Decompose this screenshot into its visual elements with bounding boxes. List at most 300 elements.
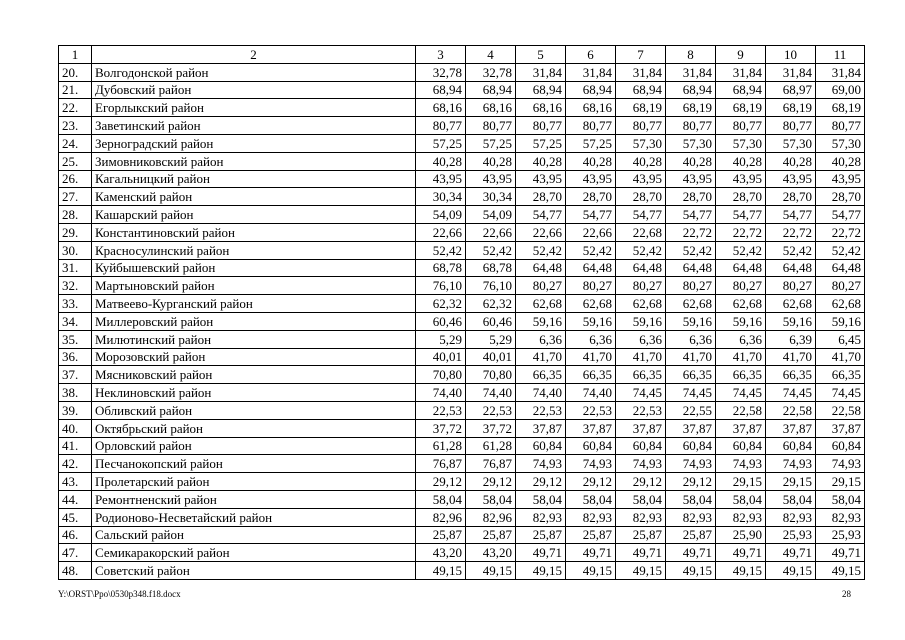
value-cell: 74,40 [416, 384, 466, 402]
value-cell: 49,71 [666, 544, 716, 562]
value-cell: 74,93 [516, 455, 566, 473]
district-name: Волгодонской район [92, 63, 416, 81]
table-row [59, 259, 865, 277]
value-cell: 68,94 [716, 81, 766, 99]
value-cell: 28,70 [616, 188, 666, 206]
value-cell: 37,87 [616, 419, 666, 437]
value-cell: 29,12 [466, 473, 516, 491]
row-number: 43. [59, 473, 92, 491]
footer-file-path: Y:\ORST\Ppo\0530p348.f18.docx [58, 589, 181, 599]
value-cell: 52,42 [816, 241, 865, 259]
value-cell: 22,66 [416, 223, 466, 241]
value-cell: 25,87 [466, 526, 516, 544]
table-row [59, 188, 865, 206]
value-cell: 64,48 [516, 259, 566, 277]
column-header: 1 [59, 46, 92, 64]
value-cell: 54,77 [666, 206, 716, 224]
value-cell: 58,04 [466, 490, 516, 508]
value-cell: 58,04 [766, 490, 816, 508]
value-cell: 62,68 [516, 295, 566, 313]
value-cell: 28,70 [716, 188, 766, 206]
district-name: Орловский район [92, 437, 416, 455]
row-number: 32. [59, 277, 92, 295]
row-number: 34. [59, 312, 92, 330]
value-cell: 60,84 [616, 437, 666, 455]
value-cell: 49,15 [566, 562, 616, 580]
value-cell: 59,16 [666, 312, 716, 330]
value-cell: 54,77 [516, 206, 566, 224]
value-cell: 74,93 [616, 455, 666, 473]
value-cell: 62,68 [616, 295, 666, 313]
value-cell: 68,19 [816, 99, 865, 117]
value-cell: 64,48 [766, 259, 816, 277]
value-cell: 25,87 [566, 526, 616, 544]
row-number: 24. [59, 134, 92, 152]
value-cell: 74,45 [616, 384, 666, 402]
value-cell: 52,42 [716, 241, 766, 259]
value-cell: 31,84 [616, 63, 666, 81]
value-cell: 32,78 [416, 63, 466, 81]
district-name: Песчанокопский район [92, 455, 416, 473]
value-cell: 29,15 [816, 473, 865, 491]
table-row [59, 384, 865, 402]
value-cell: 43,95 [816, 170, 865, 188]
value-cell: 64,48 [566, 259, 616, 277]
row-number: 22. [59, 99, 92, 117]
value-cell: 74,93 [566, 455, 616, 473]
value-cell: 52,42 [666, 241, 716, 259]
value-cell: 5,29 [466, 330, 516, 348]
value-cell: 49,15 [716, 562, 766, 580]
column-header: 8 [666, 46, 716, 64]
value-cell: 74,40 [516, 384, 566, 402]
value-cell: 22,72 [716, 223, 766, 241]
value-cell: 74,40 [566, 384, 616, 402]
district-name: Родионово-Несветайский район [92, 508, 416, 526]
row-number: 46. [59, 526, 92, 544]
value-cell: 25,87 [516, 526, 566, 544]
table-row [59, 81, 865, 99]
value-cell: 6,39 [766, 330, 816, 348]
row-number: 33. [59, 295, 92, 313]
value-cell: 49,71 [766, 544, 816, 562]
value-cell: 6,45 [816, 330, 865, 348]
value-cell: 37,87 [516, 419, 566, 437]
value-cell: 59,16 [566, 312, 616, 330]
value-cell: 80,77 [716, 117, 766, 135]
row-number: 47. [59, 544, 92, 562]
value-cell: 41,70 [616, 348, 666, 366]
value-cell: 80,27 [616, 277, 666, 295]
value-cell: 43,95 [466, 170, 516, 188]
district-name: Зимовниковский район [92, 152, 416, 170]
table-row [59, 99, 865, 117]
value-cell: 40,28 [466, 152, 516, 170]
value-cell: 76,87 [416, 455, 466, 473]
value-cell: 52,42 [566, 241, 616, 259]
row-number: 48. [59, 562, 92, 580]
row-number: 42. [59, 455, 92, 473]
district-name: Ремонтненский район [92, 490, 416, 508]
value-cell: 25,87 [666, 526, 716, 544]
value-cell: 32,78 [466, 63, 516, 81]
value-cell: 22,53 [566, 401, 616, 419]
value-cell: 74,45 [666, 384, 716, 402]
value-cell: 25,93 [816, 526, 865, 544]
value-cell: 68,94 [566, 81, 616, 99]
table-row [59, 63, 865, 81]
value-cell: 52,42 [466, 241, 516, 259]
value-cell: 41,70 [716, 348, 766, 366]
district-name: Морозовский район [92, 348, 416, 366]
value-cell: 68,97 [766, 81, 816, 99]
row-number: 35. [59, 330, 92, 348]
table-row [59, 206, 865, 224]
value-cell: 37,87 [766, 419, 816, 437]
value-cell: 37,72 [416, 419, 466, 437]
district-name: Зерноградский район [92, 134, 416, 152]
value-cell: 22,53 [466, 401, 516, 419]
district-name: Сальский район [92, 526, 416, 544]
value-cell: 60,84 [816, 437, 865, 455]
value-cell: 40,28 [566, 152, 616, 170]
value-cell: 29,12 [666, 473, 716, 491]
value-cell: 74,45 [766, 384, 816, 402]
table-row [59, 455, 865, 473]
value-cell: 40,01 [416, 348, 466, 366]
value-cell: 25,90 [716, 526, 766, 544]
value-cell: 62,32 [416, 295, 466, 313]
district-name: Заветинский район [92, 117, 416, 135]
value-cell: 40,28 [716, 152, 766, 170]
value-cell: 69,00 [816, 81, 865, 99]
value-cell: 60,46 [466, 312, 516, 330]
row-number: 29. [59, 223, 92, 241]
value-cell: 57,30 [666, 134, 716, 152]
table-row [59, 419, 865, 437]
district-name: Миллеровский район [92, 312, 416, 330]
value-cell: 43,95 [566, 170, 616, 188]
table-body [59, 63, 865, 579]
value-cell: 59,16 [816, 312, 865, 330]
value-cell: 41,70 [516, 348, 566, 366]
table-row [59, 330, 865, 348]
table-row [59, 241, 865, 259]
district-name: Егорлыкский район [92, 99, 416, 117]
value-cell: 80,27 [666, 277, 716, 295]
column-header: 11 [816, 46, 865, 64]
value-cell: 59,16 [616, 312, 666, 330]
value-cell: 49,71 [616, 544, 666, 562]
value-cell: 22,58 [816, 401, 865, 419]
value-cell: 22,72 [666, 223, 716, 241]
district-name: Неклиновский район [92, 384, 416, 402]
value-cell: 60,84 [566, 437, 616, 455]
value-cell: 80,77 [516, 117, 566, 135]
column-header: 5 [516, 46, 566, 64]
value-cell: 43,20 [416, 544, 466, 562]
value-cell: 57,30 [766, 134, 816, 152]
row-number: 28. [59, 206, 92, 224]
value-cell: 31,84 [766, 63, 816, 81]
row-number: 39. [59, 401, 92, 419]
row-number: 30. [59, 241, 92, 259]
value-cell: 54,09 [416, 206, 466, 224]
value-cell: 74,93 [716, 455, 766, 473]
value-cell: 61,28 [466, 437, 516, 455]
row-number: 27. [59, 188, 92, 206]
district-name: Семикаракорский район [92, 544, 416, 562]
value-cell: 82,96 [416, 508, 466, 526]
value-cell: 49,15 [416, 562, 466, 580]
value-cell: 49,71 [816, 544, 865, 562]
value-cell: 66,35 [816, 366, 865, 384]
value-cell: 82,93 [716, 508, 766, 526]
value-cell: 40,28 [416, 152, 466, 170]
table-row [59, 526, 865, 544]
value-cell: 52,42 [516, 241, 566, 259]
district-name: Кагальницкий район [92, 170, 416, 188]
table-row [59, 366, 865, 384]
value-cell: 40,01 [466, 348, 516, 366]
value-cell: 49,15 [666, 562, 716, 580]
value-cell: 29,15 [716, 473, 766, 491]
table-row [59, 223, 865, 241]
value-cell: 68,16 [516, 99, 566, 117]
value-cell: 43,20 [466, 544, 516, 562]
value-cell: 66,35 [766, 366, 816, 384]
value-cell: 43,95 [716, 170, 766, 188]
value-cell: 52,42 [766, 241, 816, 259]
value-cell: 74,45 [716, 384, 766, 402]
district-name: Обливский район [92, 401, 416, 419]
row-number: 21. [59, 81, 92, 99]
value-cell: 68,16 [466, 99, 516, 117]
value-cell: 57,25 [466, 134, 516, 152]
district-name: Матвеево-Курганский район [92, 295, 416, 313]
value-cell: 62,68 [716, 295, 766, 313]
value-cell: 22,58 [716, 401, 766, 419]
value-cell: 57,30 [616, 134, 666, 152]
column-header: 3 [416, 46, 466, 64]
district-name: Милютинский район [92, 330, 416, 348]
row-number: 45. [59, 508, 92, 526]
table-row [59, 544, 865, 562]
row-number: 26. [59, 170, 92, 188]
value-cell: 60,84 [666, 437, 716, 455]
value-cell: 57,25 [516, 134, 566, 152]
value-cell: 31,84 [716, 63, 766, 81]
row-number: 41. [59, 437, 92, 455]
value-cell: 66,35 [566, 366, 616, 384]
value-cell: 66,35 [516, 366, 566, 384]
value-cell: 22,66 [466, 223, 516, 241]
value-cell: 54,77 [816, 206, 865, 224]
value-cell: 58,04 [716, 490, 766, 508]
value-cell: 41,70 [666, 348, 716, 366]
value-cell: 62,68 [566, 295, 616, 313]
value-cell: 31,84 [516, 63, 566, 81]
row-number: 37. [59, 366, 92, 384]
value-cell: 66,35 [666, 366, 716, 384]
value-cell: 6,36 [616, 330, 666, 348]
value-cell: 59,16 [716, 312, 766, 330]
table-row [59, 437, 865, 455]
value-cell: 70,80 [416, 366, 466, 384]
value-cell: 31,84 [816, 63, 865, 81]
value-cell: 80,77 [416, 117, 466, 135]
value-cell: 5,29 [416, 330, 466, 348]
value-cell: 62,68 [816, 295, 865, 313]
value-cell: 80,27 [516, 277, 566, 295]
value-cell: 80,77 [466, 117, 516, 135]
value-cell: 66,35 [616, 366, 666, 384]
value-cell: 70,80 [466, 366, 516, 384]
value-cell: 30,34 [416, 188, 466, 206]
row-number: 20. [59, 63, 92, 81]
value-cell: 64,48 [716, 259, 766, 277]
table-row [59, 170, 865, 188]
value-cell: 28,70 [766, 188, 816, 206]
column-header: 2 [92, 46, 416, 64]
district-name: Кашарский район [92, 206, 416, 224]
value-cell: 60,46 [416, 312, 466, 330]
value-cell: 28,70 [516, 188, 566, 206]
district-name: Красносулинский район [92, 241, 416, 259]
value-cell: 28,70 [666, 188, 716, 206]
value-cell: 57,25 [416, 134, 466, 152]
value-cell: 80,77 [766, 117, 816, 135]
value-cell: 68,16 [416, 99, 466, 117]
table-row [59, 312, 865, 330]
value-cell: 82,93 [766, 508, 816, 526]
value-cell: 68,19 [616, 99, 666, 117]
value-cell: 82,93 [616, 508, 666, 526]
table-row [59, 401, 865, 419]
district-name: Каменский район [92, 188, 416, 206]
value-cell: 41,70 [566, 348, 616, 366]
value-cell: 64,48 [666, 259, 716, 277]
value-cell: 22,66 [516, 223, 566, 241]
table-row [59, 277, 865, 295]
row-number: 25. [59, 152, 92, 170]
value-cell: 54,77 [716, 206, 766, 224]
value-cell: 80,27 [766, 277, 816, 295]
row-number: 23. [59, 117, 92, 135]
district-name: Мясниковский район [92, 366, 416, 384]
value-cell: 57,30 [716, 134, 766, 152]
value-cell: 64,48 [616, 259, 666, 277]
table-row [59, 562, 865, 580]
value-cell: 76,87 [466, 455, 516, 473]
value-cell: 54,09 [466, 206, 516, 224]
column-header: 6 [566, 46, 616, 64]
value-cell: 68,78 [466, 259, 516, 277]
value-cell: 43,95 [666, 170, 716, 188]
value-cell: 22,68 [616, 223, 666, 241]
value-cell: 40,28 [666, 152, 716, 170]
value-cell: 74,93 [816, 455, 865, 473]
value-cell: 22,58 [766, 401, 816, 419]
value-cell: 28,70 [816, 188, 865, 206]
value-cell: 64,48 [816, 259, 865, 277]
value-cell: 60,84 [716, 437, 766, 455]
value-cell: 37,87 [666, 419, 716, 437]
value-cell: 37,87 [566, 419, 616, 437]
value-cell: 6,36 [516, 330, 566, 348]
value-cell: 80,77 [566, 117, 616, 135]
value-cell: 54,77 [766, 206, 816, 224]
value-cell: 29,12 [566, 473, 616, 491]
value-cell: 49,15 [616, 562, 666, 580]
value-cell: 40,28 [516, 152, 566, 170]
value-cell: 25,87 [616, 526, 666, 544]
value-cell: 58,04 [616, 490, 666, 508]
row-number: 38. [59, 384, 92, 402]
value-cell: 80,77 [666, 117, 716, 135]
value-cell: 62,32 [466, 295, 516, 313]
value-cell: 82,93 [816, 508, 865, 526]
value-cell: 40,28 [616, 152, 666, 170]
value-cell: 68,94 [666, 81, 716, 99]
value-cell: 49,15 [816, 562, 865, 580]
value-cell: 37,87 [716, 419, 766, 437]
value-cell: 76,10 [416, 277, 466, 295]
value-cell: 30,34 [466, 188, 516, 206]
district-name: Пролетарский район [92, 473, 416, 491]
value-cell: 61,28 [416, 437, 466, 455]
value-cell: 49,71 [566, 544, 616, 562]
value-cell: 6,36 [716, 330, 766, 348]
value-cell: 80,77 [616, 117, 666, 135]
value-cell: 74,93 [666, 455, 716, 473]
value-cell: 59,16 [766, 312, 816, 330]
value-cell: 22,53 [516, 401, 566, 419]
table-row [59, 490, 865, 508]
value-cell: 43,95 [416, 170, 466, 188]
value-cell: 58,04 [816, 490, 865, 508]
value-cell: 49,71 [716, 544, 766, 562]
value-cell: 29,12 [616, 473, 666, 491]
value-cell: 31,84 [566, 63, 616, 81]
value-cell: 60,84 [516, 437, 566, 455]
value-cell: 74,45 [816, 384, 865, 402]
value-cell: 43,95 [616, 170, 666, 188]
value-cell: 49,15 [466, 562, 516, 580]
value-cell: 40,28 [816, 152, 865, 170]
value-cell: 74,40 [466, 384, 516, 402]
value-cell: 22,72 [816, 223, 865, 241]
value-cell: 68,19 [666, 99, 716, 117]
value-cell: 62,68 [766, 295, 816, 313]
value-cell: 68,16 [566, 99, 616, 117]
value-cell: 74,93 [766, 455, 816, 473]
value-cell: 22,53 [416, 401, 466, 419]
value-cell: 68,94 [516, 81, 566, 99]
value-cell: 49,71 [516, 544, 566, 562]
value-cell: 41,70 [766, 348, 816, 366]
table-header-row [59, 46, 865, 64]
data-table [58, 45, 865, 580]
district-name: Мартыновский район [92, 277, 416, 295]
value-cell: 29,15 [766, 473, 816, 491]
district-name: Октябрьский район [92, 419, 416, 437]
column-header: 7 [616, 46, 666, 64]
value-cell: 60,84 [766, 437, 816, 455]
value-cell: 54,77 [566, 206, 616, 224]
value-cell: 82,93 [566, 508, 616, 526]
value-cell: 59,16 [516, 312, 566, 330]
